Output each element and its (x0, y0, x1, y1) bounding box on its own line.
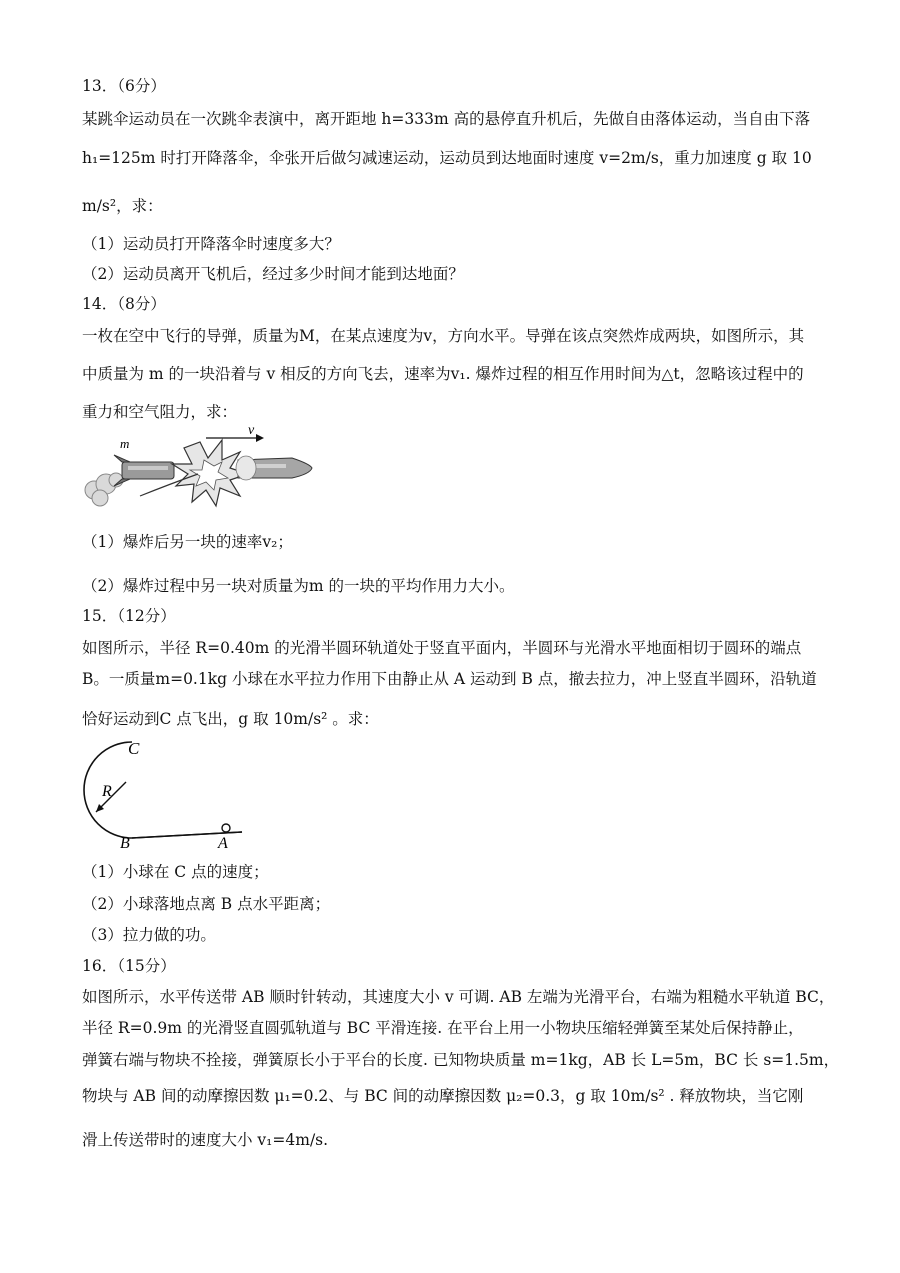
point-a-label: A (218, 835, 228, 852)
q13-text-line-1: 某跳伞运动员在一次跳伞表演中，离开距地 h=333m 高的悬停直升机后，先做自由落体运动，当自由下落 (82, 110, 811, 128)
q16-text-line-2: 半径 R=0.9m 的光滑竖直圆弧轨道与 BC 平滑连接. 在平台上用一小物块压缩轻弹簧至某处后保持静止， (82, 1019, 804, 1037)
q15-text-line-3: 恰好运动到C 点飞出，g 取 10m/s² 。求： (82, 710, 379, 728)
q15-part-2: （2）小球落地点离 B 点水平距离； (82, 895, 331, 913)
q13-text-line-2: h₁=125m 时打开降落伞，伞张开后做匀减速运动，运动员到达地面时速度 v=2m/s，重力加速度 g 取 10 (82, 149, 812, 167)
q16-header: 16．（15分） (82, 957, 176, 975)
front-fragment (236, 456, 312, 480)
q13-header: 13．（6分） (82, 77, 166, 95)
point-c-label: C (128, 739, 140, 758)
q16-text-line-5: 滑上传送带时的速度大小 v₁=4m/s. (82, 1131, 329, 1149)
q15-text-line-2: B。一质量m=0.1kg 小球在水平拉力作用下由静止从 A 运动到 B 点，撤去拉力，冲上竖直半圆环，沿轨道 (82, 670, 817, 688)
q13-part-1: （1）运动员打开降落伞时速度多大？ (82, 235, 340, 253)
ball (222, 824, 230, 832)
q15-text-line-1: 如图所示，半径 R=0.40m 的光滑半圆环轨道处于竖直平面内，半圆环与光滑水平地面相切于圆环的端点 (82, 639, 802, 657)
radius-label: R (102, 783, 112, 800)
point-b-label: B (120, 835, 130, 852)
q16-text-line-4: 物块与 AB 间的动摩擦因数 μ₁=0.2、与 BC 间的动摩擦因数 μ₂=0.3，g 取 10m/s² . 释放物块，当它刚 (82, 1087, 804, 1105)
velocity-label: v (248, 423, 255, 438)
q14-header: 14．（8分） (82, 295, 166, 313)
q14-part-1: （1）爆炸后另一块的速率v₂； (82, 533, 293, 551)
q14-text-line-1: 一枚在空中飞行的导弹，质量为M，在某点速度为v，方向水平。导弹在该点突然炸成两块，如图所示，其 (82, 327, 805, 345)
q15-header: 15．（12分） (82, 607, 176, 625)
q14-part-2: （2）爆炸过程中另一块对质量为m 的一块的平均作用力大小。 (82, 577, 515, 595)
q16-text-line-1: 如图所示，水平传送带 AB 顺时针转动，其速度大小 v 可调. AB 左端为光滑平台，右端为粗糙水平轨道 BC， (82, 988, 835, 1006)
smoke-trail (85, 473, 123, 506)
q15-part-1: （1）小球在 C 点的速度； (82, 863, 269, 881)
q16-text-line-3: 弹簧右端与物块不拴接，弹簧原长小于平台的长度. 已知物块质量 m=1kg，AB 长 L=5m，BC 长 s=1.5m， (82, 1051, 840, 1069)
q15-part-3: （3）拉力做的功。 (82, 926, 216, 944)
semicircle-track-figure (80, 734, 250, 852)
missile-explosion-figure (80, 422, 320, 514)
mass-label: m (120, 436, 130, 451)
rear-fragment (114, 455, 174, 486)
q14-text-line-2: 中质量为 m 的一块沿着与 v 相反的方向飞去，速率为v₁. 爆炸过程的相互作用时间为△t，忽略该过程中的 (82, 365, 804, 383)
q14-text-line-3: 重力和空气阻力，求： (82, 403, 238, 421)
q13-part-2: （2）运动员离开飞机后，经过多少时间才能到达地面？ (82, 265, 464, 283)
q13-text-line-3: m/s²，求： (82, 197, 163, 215)
